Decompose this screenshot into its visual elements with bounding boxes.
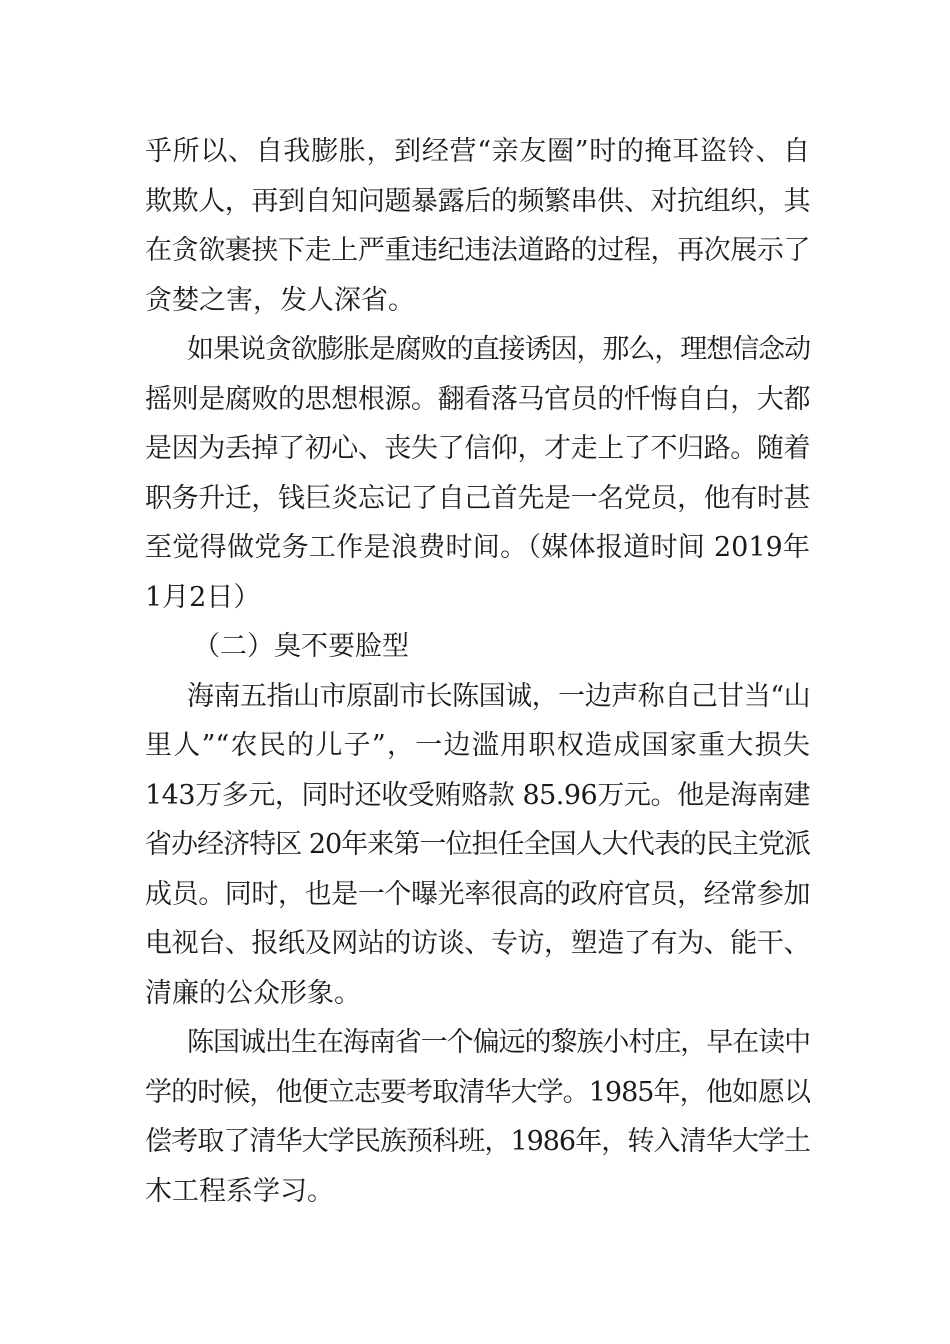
text-line: 电视台、报纸及网站的访谈、专访，塑造了有为、能干、: [145, 928, 810, 959]
text-line: 至觉得做党务工作是浪费时间。（媒体报道时间 2019年: [145, 532, 810, 563]
section-heading: （二）臭不要脸型: [193, 631, 409, 662]
text-line: 乎所以、自我膨胀，到经营“亲友圈”时的掩耳盗铃、自: [145, 136, 810, 167]
paragraph-start-line: 如果说贪欲膨胀是腐败的直接诱因，那么，理想信念动: [187, 334, 810, 365]
text-line: 摇则是腐败的思想根源。翻看落马官员的忏悔自白，大都: [145, 383, 810, 415]
body-text: [145, 127, 810, 1216]
text-line: 是因为丢掉了初心、丧失了信仰，才走上了不归路。随着: [145, 433, 810, 464]
text-line: 职务升迁，钱巨炎忘记了自己首先是一名党员，他有时甚: [145, 482, 810, 514]
text-line: 贪婪之害，发人深省。: [145, 284, 415, 316]
text-line: 清廉的公众形象。: [145, 977, 361, 1009]
text-line: 欺欺人，再到自知问题暴露后的频繁串供、对抗组织，其: [145, 185, 810, 217]
text-line: 木工程系学习。: [145, 1175, 334, 1207]
paragraph-start-line: 海南五指山市原副市长陈国诚，一边声称自己甘当“山: [187, 680, 810, 712]
text-line: 成员。同时，也是一个曝光率很高的政府官员，经常参加: [145, 878, 810, 910]
text-line: 偿考取了清华大学民族预科班，1986年，转入清华大学土: [145, 1126, 810, 1157]
text-line: 1月2日）: [145, 581, 261, 613]
text-line: 在贪欲裹挟下走上严重违纪违法道路的过程，再次展示了: [145, 235, 810, 266]
text-line: 143万多元，同时还收受贿赂款 85.96万元。他是海南建: [145, 779, 810, 811]
paragraph-start-line: 陈国诚出生在海南省一个偏远的黎族小村庄，早在读中: [187, 1027, 810, 1058]
text-line: 学的时候，他便立志要考取清华大学。1985年，他如愿以: [145, 1076, 810, 1108]
text-line: 省办经济特区 20年来第一位担任全国人大代表的民主党派: [145, 829, 810, 860]
text-line: 里人”“农民的儿子”，一边滥用职权造成国家重大损失: [145, 730, 810, 761]
